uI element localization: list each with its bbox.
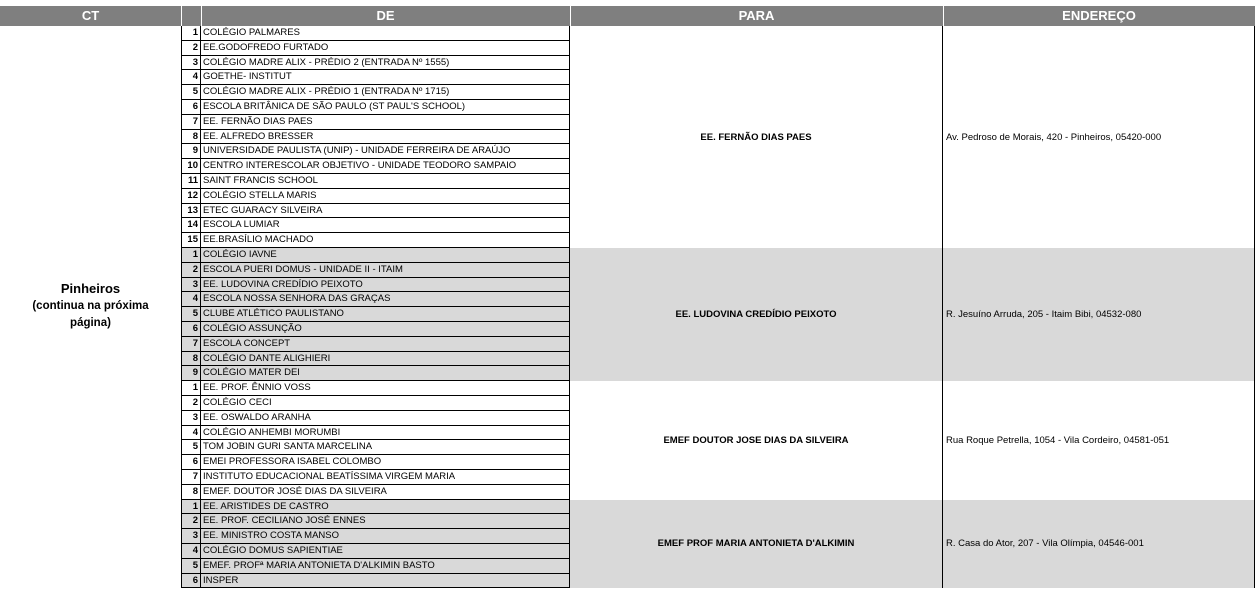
table-row [181, 174, 571, 189]
row-number: 11 [181, 174, 201, 188]
row-de: EE. PROF. CECILIANO JOSÉ ENNES [201, 514, 570, 528]
row-de: CLUBE ATLÉTICO PAULISTANO [201, 307, 570, 321]
row-number: 7 [181, 115, 201, 129]
row-de: ESCOLA LUMIAR [201, 218, 570, 232]
row-number: 7 [181, 470, 201, 484]
group [181, 248, 1255, 381]
row-de: ESCOLA NOSSA SENHORA DAS GRAÇAS [201, 292, 570, 306]
row-number: 5 [181, 307, 201, 321]
row-de: CENTRO INTERESCOLAR OBJETIVO - UNIDADE TEODORO SAMPAIO [201, 159, 570, 173]
row-de: EMEI PROFESSORA ISABEL COLOMBO [201, 455, 570, 469]
row-de: ETEC GUARACY SILVEIRA [201, 204, 570, 218]
row-de: EE.BRASÍLIO MACHADO [201, 233, 570, 247]
table-row [181, 278, 571, 293]
table-row [181, 485, 571, 500]
row-de: GOETHE- INSTITUT [201, 70, 570, 84]
row-number: 6 [181, 574, 201, 588]
row-de: EE. FERNÃO DIAS PAES [201, 115, 570, 129]
header-ct: CT [81, 8, 100, 23]
group-endereco: Rua Roque Petrella, 1054 - Vila Cordeiro, 04581-051 [943, 381, 1255, 499]
table-header [0, 6, 1255, 26]
table-row [181, 233, 571, 248]
row-number: 3 [181, 411, 201, 425]
group-endereco: R. Jesuíno Arruda, 205 - Itaim Bibi, 04532-080 [943, 248, 1255, 381]
table-row [181, 574, 571, 589]
table-row [181, 559, 571, 574]
row-number: 4 [181, 292, 201, 306]
group-para: EMEF PROF MARIA ANTONIETA D'ALKIMIN [570, 500, 943, 589]
table-row [181, 85, 571, 100]
table-row [181, 204, 571, 219]
table-row [181, 56, 571, 71]
row-number: 1 [181, 26, 201, 40]
row-number: 4 [181, 544, 201, 558]
table-row [181, 455, 571, 470]
table-row [181, 366, 571, 381]
row-number: 1 [181, 500, 201, 514]
row-de: ESCOLA CONCEPT [201, 337, 570, 351]
row-de: SAINT FRANCIS SCHOOL [201, 174, 570, 188]
row-number: 3 [181, 56, 201, 70]
row-de: COLÉGIO STELLA MARIS [201, 189, 570, 203]
group-para: EE. LUDOVINA CREDÍDIO PEIXOTO [570, 248, 943, 381]
row-de: COLÉGIO IAVNE [201, 248, 570, 262]
row-de: COLÉGIO PALMARES [201, 26, 570, 40]
row-number: 8 [181, 485, 201, 499]
row-de: COLÉGIO DANTE ALIGHIERI [201, 352, 570, 366]
row-de: COLÉGIO ANHEMBI MORUMBI [201, 426, 570, 440]
row-number: 4 [181, 426, 201, 440]
table-row [181, 337, 571, 352]
row-number: 8 [181, 352, 201, 366]
table-row [181, 26, 571, 41]
row-de: EE. OSWALDO ARANHA [201, 411, 570, 425]
row-number: 10 [181, 159, 201, 173]
table-row [181, 529, 571, 544]
row-number: 4 [181, 70, 201, 84]
row-number: 13 [181, 204, 201, 218]
row-de: EE. PROF. ÊNNIO VOSS [201, 381, 570, 395]
row-number: 5 [181, 85, 201, 99]
table-row [181, 411, 571, 426]
table-row [181, 544, 571, 559]
table-row [181, 381, 571, 396]
row-de: COLÉGIO DOMUS SAPIENTIAE [201, 544, 570, 558]
row-de: UNIVERSIDADE PAULISTA (UNIP) - UNIDADE FERREIRA DE ARAÚJO [201, 144, 570, 158]
row-number: 7 [181, 337, 201, 351]
row-de: COLÉGIO CECI [201, 396, 570, 410]
row-number: 9 [181, 366, 201, 380]
row-de: COLÉGIO MADRE ALIX - PRÉDIO 2 (ENTRADA Nº 1555) [201, 56, 570, 70]
table-row [181, 292, 571, 307]
row-de: ESCOLA BRITÂNICA DE SÃO PAULO (ST PAUL'S SCHOOL) [201, 100, 570, 114]
row-number: 12 [181, 189, 201, 203]
group [181, 500, 1255, 589]
table-row [181, 159, 571, 174]
table-row [181, 470, 571, 485]
row-number: 9 [181, 144, 201, 158]
table-row [181, 248, 571, 263]
table-row [181, 307, 571, 322]
row-number: 3 [181, 529, 201, 543]
group-para: EMEF DOUTOR JOSE DIAS DA SILVEIRA [570, 381, 943, 499]
ct-cell [0, 26, 181, 592]
table-row [181, 100, 571, 115]
row-number: 5 [181, 559, 201, 573]
row-number: 5 [181, 440, 201, 454]
table-row [181, 144, 571, 159]
row-de: EE. ARISTIDES DE CASTRO [201, 500, 570, 514]
header-de: DE [376, 8, 395, 23]
row-number: 3 [181, 278, 201, 292]
row-de: ESCOLA PUERI DOMUS - UNIDADE II - ITAIM [201, 263, 570, 277]
table-row [181, 426, 571, 441]
row-de: EE. MINISTRO COSTA MANSO [201, 529, 570, 543]
row-number: 2 [181, 263, 201, 277]
row-de: EE.GODOFREDO FURTADO [201, 41, 570, 55]
row-de: COLÉGIO MADRE ALIX - PRÉDIO 1 (ENTRADA Nº 1715) [201, 85, 570, 99]
table-row [181, 514, 571, 529]
row-number: 2 [181, 41, 201, 55]
table-row [181, 115, 571, 130]
table-row [181, 500, 571, 515]
header-para: PARA [738, 8, 775, 23]
row-number: 6 [181, 455, 201, 469]
header-endereco: ENDEREÇO [1062, 8, 1136, 23]
group-endereco: Av. Pedroso de Morais, 420 - Pinheiros, 05420-000 [943, 26, 1255, 248]
group [181, 381, 1255, 499]
row-number: 1 [181, 381, 201, 395]
row-number: 14 [181, 218, 201, 232]
row-number: 1 [181, 248, 201, 262]
row-de: EMEF. DOUTOR JOSÉ DIAS DA SILVEIRA [201, 485, 570, 499]
row-de: COLÉGIO ASSUNÇÃO [201, 322, 570, 336]
row-number: 2 [181, 396, 201, 410]
table-row [181, 70, 571, 85]
table-row [181, 322, 571, 337]
row-number: 6 [181, 100, 201, 114]
table-row [181, 189, 571, 204]
row-de: EMEF. PROFª MARIA ANTONIETA D'ALKIMIN BASTO [201, 559, 570, 573]
group [181, 26, 1255, 248]
table-row [181, 263, 571, 278]
row-de: COLÉGIO MATER DEI [201, 366, 570, 380]
row-number: 8 [181, 130, 201, 144]
group-endereco: R. Casa do Ator, 207 - Vila Olímpia, 04546-001 [943, 500, 1255, 589]
ct-name: Pinheiros [60, 281, 121, 296]
row-number: 6 [181, 322, 201, 336]
ct-note: (continua na próxima página) [32, 300, 149, 329]
table-row [181, 440, 571, 455]
row-de: EE. LUDOVINA CREDÍDIO PEIXOTO [201, 278, 570, 292]
row-number: 15 [181, 233, 201, 247]
row-de: INSTITUTO EDUCACIONAL BEATÍSSIMA VIRGEM MARIA [201, 470, 570, 484]
table-row [181, 130, 571, 145]
row-de: INSPER [201, 574, 570, 588]
row-number: 2 [181, 514, 201, 528]
row-de: EE. ALFREDO BRESSER [201, 130, 570, 144]
table-row [181, 218, 571, 233]
group-para: EE. FERNÃO DIAS PAES [570, 26, 943, 248]
table-row [181, 396, 571, 411]
table-row [181, 41, 571, 56]
table-row [181, 352, 571, 367]
row-de: TOM JOBIN GURI SANTA MARCELINA [201, 440, 570, 454]
